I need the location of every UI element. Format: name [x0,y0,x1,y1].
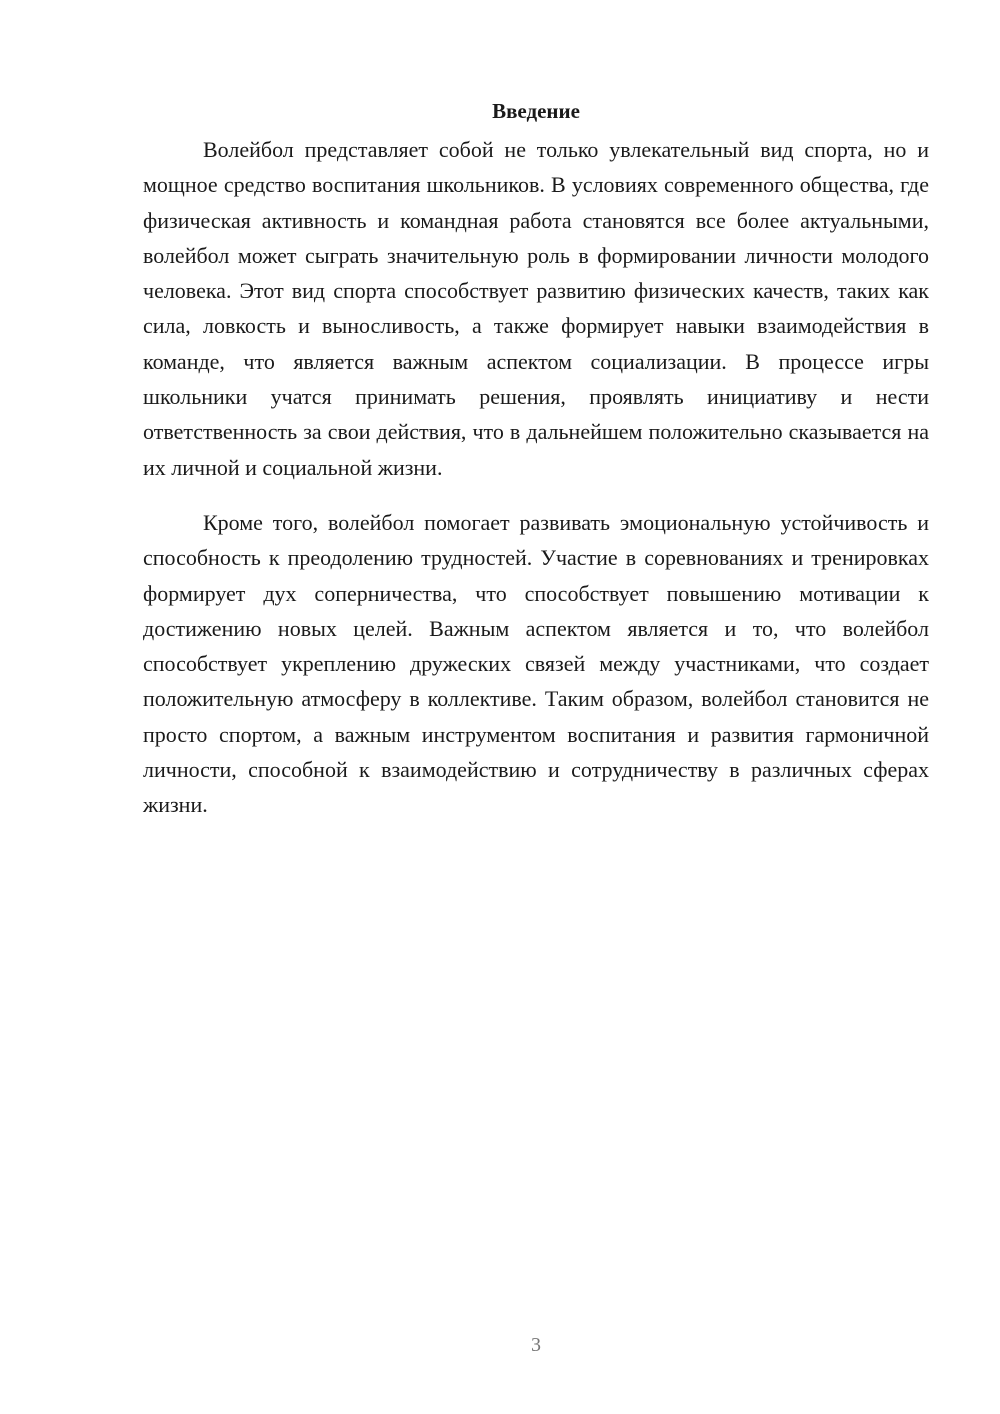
page-number: 3 [531,1334,541,1356]
section-heading: Введение [492,99,580,123]
paragraph-2: Кроме того, волейбол помогает развивать эмоциональную устойчивость и способность к преодолению трудностей. Участие в соревнованиях и тренировках формирует дух соперничества, что способствует повышению мотивации к достижению новых целей. Важным аспектом является и то, что волейбол способствует укреплению дружеских связей между участниками, что создает положительную атмосферу в коллективе. Таким образом, волейбол становится не просто спортом, а важным инструментом воспитания и развития гармоничной личности, способной к взаимодействию и сотрудничеству в различных сферах жизни. [143,509,929,818]
paragraph-1: Волейбол представляет собой не только увлекательный вид спорта, но и мощное средство воспитания школьников. В условиях современного общества, где физическая активность и командная работа становятся все более актуальными, волейбол может сыграть значительную роль в формировании личности молодого человека. Этот вид спорта способствует развитию физических качеств, таких как сила, ловкость и выносливость, а также формирует навыки взаимодействия в команде, что является важным аспектом социализации. В процессе игры школьники учатся принимать решения, проявлять инициативу и нести ответственность за свои действия, что в дальнейшем положительно сказывается на их личной и социальной жизни. [143,137,929,480]
document-body [143,96,929,823]
